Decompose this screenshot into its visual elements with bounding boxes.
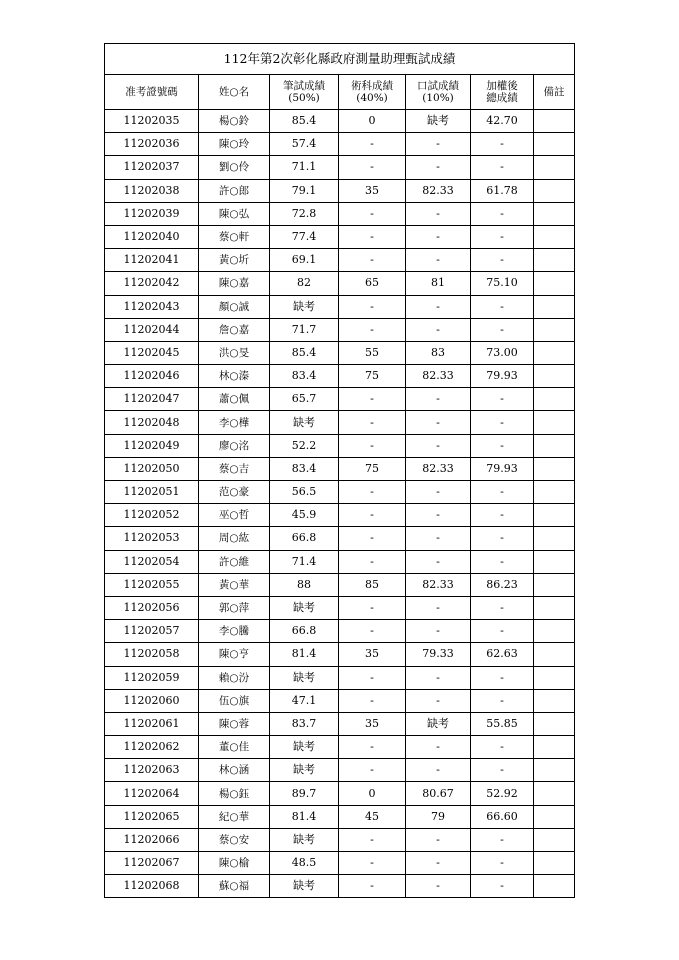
table-row — [105, 225, 575, 248]
cell-practical-score: - — [339, 759, 406, 782]
cell-oral-score: - — [406, 875, 471, 898]
cell-practical-score: - — [339, 202, 406, 225]
cell-exam-id: 11202053 — [105, 527, 199, 550]
cell-practical-score: - — [339, 434, 406, 457]
cell-written-score: 83.4 — [270, 365, 339, 388]
cell-remark — [534, 365, 575, 388]
cell-name: 蔡○安 — [199, 828, 270, 851]
cell-written-score: 72.8 — [270, 202, 339, 225]
header-practical-label: 術科成績 — [351, 80, 393, 92]
cell-oral-score: 79 — [406, 805, 471, 828]
cell-exam-id: 11202052 — [105, 504, 199, 527]
cell-total-score: - — [471, 759, 534, 782]
header-oral-label: 口試成績 — [417, 80, 459, 92]
cell-total-score: 42.70 — [471, 110, 534, 133]
cell-remark — [534, 295, 575, 318]
cell-total-score: - — [471, 620, 534, 643]
cell-name: 劉○伶 — [199, 156, 270, 179]
cell-name: 陳○嘉 — [199, 272, 270, 295]
cell-exam-id: 11202059 — [105, 666, 199, 689]
cell-exam-id: 11202044 — [105, 318, 199, 341]
cell-name: 陳○玲 — [199, 133, 270, 156]
cell-practical-score: 55 — [339, 341, 406, 364]
cell-oral-score: 83 — [406, 341, 471, 364]
cell-remark — [534, 643, 575, 666]
table-row — [105, 875, 575, 898]
header-remark: 備註 — [534, 75, 575, 110]
cell-written-score: 缺考 — [270, 875, 339, 898]
cell-total-score: - — [471, 504, 534, 527]
cell-oral-score: - — [406, 828, 471, 851]
cell-total-score: - — [471, 527, 534, 550]
cell-written-score: 66.8 — [270, 620, 339, 643]
cell-name: 楊○鈴 — [199, 110, 270, 133]
cell-oral-score: - — [406, 527, 471, 550]
cell-practical-score: - — [339, 875, 406, 898]
cell-exam-id: 11202065 — [105, 805, 199, 828]
cell-remark — [534, 179, 575, 202]
cell-exam-id: 11202057 — [105, 620, 199, 643]
cell-total-score: - — [471, 550, 534, 573]
cell-total-score: 55.85 — [471, 712, 534, 735]
cell-total-score: - — [471, 689, 534, 712]
cell-exam-id: 11202036 — [105, 133, 199, 156]
score-table — [104, 43, 575, 898]
cell-written-score: 81.4 — [270, 643, 339, 666]
cell-oral-score: 82.33 — [406, 457, 471, 480]
cell-remark — [534, 434, 575, 457]
table-row — [105, 133, 575, 156]
cell-total-score: 73.00 — [471, 341, 534, 364]
cell-remark — [534, 272, 575, 295]
cell-name: 郭○萍 — [199, 596, 270, 619]
score-sheet — [104, 43, 574, 898]
cell-oral-score: - — [406, 225, 471, 248]
cell-total-score: 62.63 — [471, 643, 534, 666]
cell-oral-score: 79.33 — [406, 643, 471, 666]
table-row — [105, 272, 575, 295]
cell-oral-score: - — [406, 852, 471, 875]
table-row — [105, 504, 575, 527]
cell-written-score: 45.9 — [270, 504, 339, 527]
cell-practical-score: 65 — [339, 272, 406, 295]
table-row — [105, 689, 575, 712]
cell-total-score: 61.78 — [471, 179, 534, 202]
cell-practical-score: - — [339, 249, 406, 272]
cell-oral-score: 80.67 — [406, 782, 471, 805]
cell-exam-id: 11202046 — [105, 365, 199, 388]
cell-total-score: - — [471, 295, 534, 318]
cell-remark — [534, 828, 575, 851]
table-row — [105, 434, 575, 457]
table-row — [105, 341, 575, 364]
table-row — [105, 295, 575, 318]
cell-exam-id: 11202035 — [105, 110, 199, 133]
cell-exam-id: 11202060 — [105, 689, 199, 712]
cell-name: 蘇○福 — [199, 875, 270, 898]
cell-written-score: 81.4 — [270, 805, 339, 828]
cell-written-score: 89.7 — [270, 782, 339, 805]
cell-name: 李○騰 — [199, 620, 270, 643]
cell-practical-score: - — [339, 736, 406, 759]
cell-name: 黃○圻 — [199, 249, 270, 272]
cell-oral-score: - — [406, 434, 471, 457]
cell-remark — [534, 388, 575, 411]
cell-name: 蔡○軒 — [199, 225, 270, 248]
cell-remark — [534, 156, 575, 179]
cell-practical-score: - — [339, 527, 406, 550]
cell-practical-score: - — [339, 133, 406, 156]
cell-name: 黃○華 — [199, 573, 270, 596]
cell-practical-score: - — [339, 295, 406, 318]
cell-exam-id: 11202039 — [105, 202, 199, 225]
cell-practical-score: 75 — [339, 365, 406, 388]
cell-practical-score: 45 — [339, 805, 406, 828]
cell-exam-id: 11202056 — [105, 596, 199, 619]
cell-practical-score: - — [339, 666, 406, 689]
cell-oral-score: - — [406, 596, 471, 619]
title-row — [105, 44, 575, 75]
cell-remark — [534, 527, 575, 550]
table-row — [105, 805, 575, 828]
cell-written-score: 71.7 — [270, 318, 339, 341]
header-row — [105, 75, 575, 110]
cell-oral-score: - — [406, 736, 471, 759]
table-row — [105, 573, 575, 596]
table-row — [105, 782, 575, 805]
cell-remark — [534, 457, 575, 480]
cell-written-score: 85.4 — [270, 110, 339, 133]
cell-practical-score: 35 — [339, 643, 406, 666]
cell-oral-score: 82.33 — [406, 179, 471, 202]
table-row — [105, 318, 575, 341]
cell-total-score: - — [471, 736, 534, 759]
header-practical-score — [339, 75, 406, 110]
cell-oral-score: - — [406, 481, 471, 504]
cell-remark — [534, 875, 575, 898]
cell-total-score: 52.92 — [471, 782, 534, 805]
table-row — [105, 249, 575, 272]
cell-total-score: 79.93 — [471, 365, 534, 388]
cell-written-score: 65.7 — [270, 388, 339, 411]
table-row — [105, 527, 575, 550]
header-exam-id: 准考證號碼 — [105, 75, 199, 110]
header-written-weight: (50%) — [288, 92, 320, 104]
cell-oral-score: 缺考 — [406, 110, 471, 133]
cell-total-score: 66.60 — [471, 805, 534, 828]
cell-written-score: 47.1 — [270, 689, 339, 712]
cell-exam-id: 11202047 — [105, 388, 199, 411]
cell-practical-score: 0 — [339, 782, 406, 805]
cell-name: 林○溱 — [199, 365, 270, 388]
cell-practical-score: - — [339, 388, 406, 411]
cell-oral-score: - — [406, 202, 471, 225]
header-oral-score — [406, 75, 471, 110]
cell-written-score: 69.1 — [270, 249, 339, 272]
cell-remark — [534, 852, 575, 875]
cell-name: 蕭○佩 — [199, 388, 270, 411]
cell-remark — [534, 318, 575, 341]
cell-exam-id: 11202055 — [105, 573, 199, 596]
table-row — [105, 179, 575, 202]
table-row — [105, 457, 575, 480]
table-row — [105, 666, 575, 689]
table-row — [105, 759, 575, 782]
cell-exam-id: 11202051 — [105, 481, 199, 504]
cell-name: 賴○汾 — [199, 666, 270, 689]
cell-name: 許○維 — [199, 550, 270, 573]
table-row — [105, 596, 575, 619]
cell-oral-score: 82.33 — [406, 365, 471, 388]
cell-exam-id: 11202064 — [105, 782, 199, 805]
header-total-score — [471, 75, 534, 110]
cell-practical-score: 35 — [339, 712, 406, 735]
cell-remark — [534, 712, 575, 735]
cell-written-score: 77.4 — [270, 225, 339, 248]
cell-written-score: 48.5 — [270, 852, 339, 875]
cell-written-score: 缺考 — [270, 596, 339, 619]
cell-exam-id: 11202061 — [105, 712, 199, 735]
cell-exam-id: 11202063 — [105, 759, 199, 782]
cell-total-score: - — [471, 481, 534, 504]
table-row — [105, 365, 575, 388]
cell-practical-score: - — [339, 620, 406, 643]
cell-written-score: 66.8 — [270, 527, 339, 550]
cell-remark — [534, 110, 575, 133]
cell-total-score: - — [471, 388, 534, 411]
cell-name: 范○豪 — [199, 481, 270, 504]
cell-remark — [534, 341, 575, 364]
cell-written-score: 缺考 — [270, 295, 339, 318]
cell-exam-id: 11202054 — [105, 550, 199, 573]
cell-practical-score: 85 — [339, 573, 406, 596]
cell-remark — [534, 596, 575, 619]
cell-oral-score: - — [406, 504, 471, 527]
cell-exam-id: 11202049 — [105, 434, 199, 457]
cell-name: 顏○誠 — [199, 295, 270, 318]
cell-practical-score: - — [339, 318, 406, 341]
table-row — [105, 156, 575, 179]
header-total-label-1: 加權後 — [486, 80, 518, 92]
cell-oral-score: - — [406, 411, 471, 434]
cell-written-score: 52.2 — [270, 434, 339, 457]
cell-name: 詹○嘉 — [199, 318, 270, 341]
cell-oral-score: - — [406, 318, 471, 341]
cell-remark — [534, 573, 575, 596]
cell-name: 洪○旻 — [199, 341, 270, 364]
cell-written-score: 71.1 — [270, 156, 339, 179]
cell-remark — [534, 133, 575, 156]
cell-exam-id: 11202045 — [105, 341, 199, 364]
cell-total-score: - — [471, 875, 534, 898]
cell-practical-score: 35 — [339, 179, 406, 202]
cell-oral-score: 82.33 — [406, 573, 471, 596]
cell-oral-score: - — [406, 666, 471, 689]
cell-remark — [534, 666, 575, 689]
cell-total-score: - — [471, 133, 534, 156]
cell-name: 李○樺 — [199, 411, 270, 434]
cell-name: 陳○弘 — [199, 202, 270, 225]
cell-practical-score: 75 — [339, 457, 406, 480]
cell-name: 伍○旗 — [199, 689, 270, 712]
cell-oral-score: - — [406, 295, 471, 318]
cell-name: 陳○亨 — [199, 643, 270, 666]
table-row — [105, 388, 575, 411]
cell-exam-id: 11202037 — [105, 156, 199, 179]
cell-name: 廖○洺 — [199, 434, 270, 457]
cell-exam-id: 11202048 — [105, 411, 199, 434]
cell-exam-id: 11202040 — [105, 225, 199, 248]
cell-practical-score: - — [339, 689, 406, 712]
cell-oral-score: - — [406, 550, 471, 573]
cell-oral-score: - — [406, 689, 471, 712]
cell-name: 蔡○吉 — [199, 457, 270, 480]
cell-total-score: - — [471, 411, 534, 434]
cell-total-score: - — [471, 434, 534, 457]
cell-practical-score: - — [339, 852, 406, 875]
cell-oral-score: - — [406, 759, 471, 782]
cell-total-score: - — [471, 249, 534, 272]
table-title: 112年第2次彰化縣政府測量助理甄試成績 — [105, 44, 575, 75]
table-row — [105, 736, 575, 759]
cell-written-score: 缺考 — [270, 759, 339, 782]
cell-oral-score: - — [406, 388, 471, 411]
table-row — [105, 828, 575, 851]
cell-exam-id: 11202058 — [105, 643, 199, 666]
table-row — [105, 411, 575, 434]
cell-total-score: - — [471, 156, 534, 179]
cell-exam-id: 11202050 — [105, 457, 199, 480]
cell-oral-score: - — [406, 620, 471, 643]
cell-total-score: - — [471, 828, 534, 851]
cell-total-score: - — [471, 852, 534, 875]
cell-remark — [534, 481, 575, 504]
header-oral-weight: (10%) — [422, 92, 454, 104]
cell-total-score: - — [471, 318, 534, 341]
cell-exam-id: 11202067 — [105, 852, 199, 875]
cell-name: 許○郎 — [199, 179, 270, 202]
cell-written-score: 79.1 — [270, 179, 339, 202]
cell-total-score: 75.10 — [471, 272, 534, 295]
cell-remark — [534, 504, 575, 527]
cell-written-score: 88 — [270, 573, 339, 596]
table-row — [105, 481, 575, 504]
cell-oral-score: 缺考 — [406, 712, 471, 735]
cell-written-score: 71.4 — [270, 550, 339, 573]
cell-total-score: - — [471, 666, 534, 689]
cell-written-score: 57.4 — [270, 133, 339, 156]
cell-practical-score: - — [339, 828, 406, 851]
cell-practical-score: - — [339, 550, 406, 573]
cell-remark — [534, 782, 575, 805]
cell-written-score: 缺考 — [270, 736, 339, 759]
cell-remark — [534, 249, 575, 272]
table-row — [105, 620, 575, 643]
table-row — [105, 852, 575, 875]
cell-exam-id: 11202041 — [105, 249, 199, 272]
cell-written-score: 82 — [270, 272, 339, 295]
cell-remark — [534, 202, 575, 225]
cell-name: 巫○哲 — [199, 504, 270, 527]
header-written-score — [270, 75, 339, 110]
cell-practical-score: 0 — [339, 110, 406, 133]
header-practical-weight: (40%) — [356, 92, 388, 104]
cell-name: 周○紘 — [199, 527, 270, 550]
cell-name: 陳○榆 — [199, 852, 270, 875]
cell-remark — [534, 620, 575, 643]
cell-written-score: 83.7 — [270, 712, 339, 735]
cell-remark — [534, 411, 575, 434]
table-row — [105, 550, 575, 573]
cell-practical-score: - — [339, 411, 406, 434]
cell-total-score: - — [471, 596, 534, 619]
cell-remark — [534, 759, 575, 782]
cell-practical-score: - — [339, 225, 406, 248]
cell-remark — [534, 689, 575, 712]
header-written-label: 筆試成績 — [283, 80, 325, 92]
cell-total-score: - — [471, 202, 534, 225]
cell-exam-id: 11202043 — [105, 295, 199, 318]
cell-oral-score: - — [406, 249, 471, 272]
header-total-label-2: 總成績 — [486, 92, 518, 104]
cell-remark — [534, 225, 575, 248]
table-row — [105, 202, 575, 225]
cell-name: 楊○鈺 — [199, 782, 270, 805]
cell-name: 林○涵 — [199, 759, 270, 782]
cell-written-score: 缺考 — [270, 411, 339, 434]
header-name: 姓○名 — [199, 75, 270, 110]
cell-written-score: 缺考 — [270, 666, 339, 689]
cell-exam-id: 11202066 — [105, 828, 199, 851]
cell-exam-id: 11202062 — [105, 736, 199, 759]
cell-exam-id: 11202068 — [105, 875, 199, 898]
cell-total-score: - — [471, 225, 534, 248]
cell-practical-score: - — [339, 156, 406, 179]
cell-oral-score: - — [406, 156, 471, 179]
cell-name: 董○佳 — [199, 736, 270, 759]
cell-total-score: 79.93 — [471, 457, 534, 480]
cell-oral-score: - — [406, 133, 471, 156]
cell-remark — [534, 736, 575, 759]
cell-exam-id: 11202038 — [105, 179, 199, 202]
cell-written-score: 56.5 — [270, 481, 339, 504]
cell-written-score: 83.4 — [270, 457, 339, 480]
cell-written-score: 85.4 — [270, 341, 339, 364]
cell-practical-score: - — [339, 481, 406, 504]
cell-remark — [534, 805, 575, 828]
cell-remark — [534, 550, 575, 573]
table-body — [105, 110, 575, 898]
cell-written-score: 缺考 — [270, 828, 339, 851]
table-row — [105, 712, 575, 735]
table-row — [105, 643, 575, 666]
cell-oral-score: 81 — [406, 272, 471, 295]
cell-name: 陳○蓉 — [199, 712, 270, 735]
cell-name: 紀○華 — [199, 805, 270, 828]
cell-practical-score: - — [339, 504, 406, 527]
cell-exam-id: 11202042 — [105, 272, 199, 295]
cell-total-score: 86.23 — [471, 573, 534, 596]
table-row — [105, 110, 575, 133]
cell-practical-score: - — [339, 596, 406, 619]
